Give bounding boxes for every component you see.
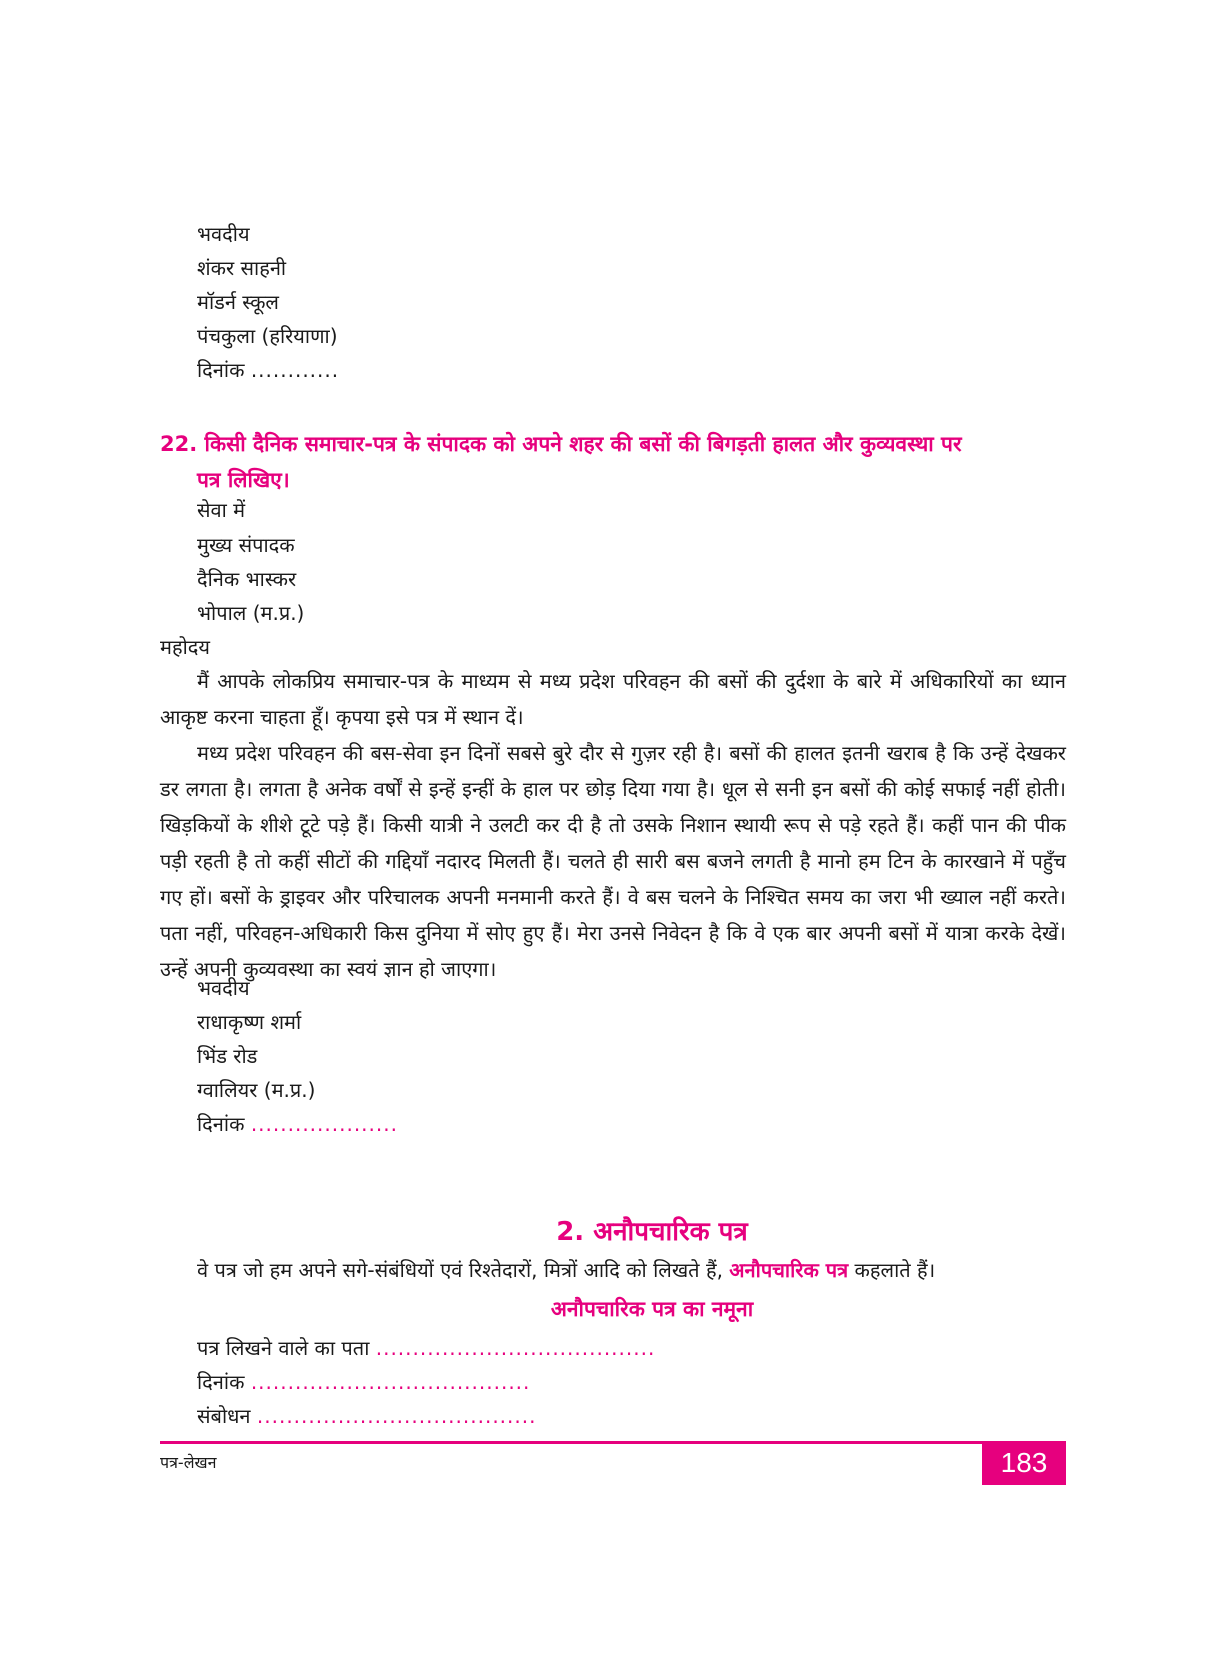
question-line-2: पत्र लिखिए। bbox=[197, 468, 290, 492]
question-number: 22. bbox=[160, 432, 198, 456]
letter-paragraph-1: मैं आपके लोकप्रिय समाचार-पत्र के माध्यम से मध्य प्रदेश परिवहन की बसों की दुर्दशा के बारे में अधिकारियों का ध्यान आकृष्ट करना चाहता हूँ। कृपया इसे पत्र में स्थान दें। bbox=[160, 669, 1066, 729]
question-line-1: किसी दैनिक समाचार-पत्र के संपादक को अपने शहर की बसों की बिगड़ती हालत और कुव्यवस्था पर bbox=[204, 432, 962, 456]
prev-date-line bbox=[197, 358, 339, 382]
sample-title bbox=[0, 1296, 1224, 1322]
field-address-dots: ...................................... bbox=[375, 1336, 656, 1360]
letter-newspaper: दैनिक भास्कर bbox=[197, 567, 297, 591]
field-date-dots: ...................................... bbox=[250, 1370, 531, 1394]
letter-date-dots: .................... bbox=[250, 1112, 398, 1136]
letter-date-line bbox=[197, 1112, 398, 1136]
sample-field-salutation bbox=[197, 1404, 536, 1428]
intro-highlight: अनौपचारिक पत्र bbox=[729, 1258, 849, 1282]
sample-field-date bbox=[197, 1370, 530, 1394]
letter-sign-off: भवदीय bbox=[197, 976, 250, 1000]
letter-sender-name: राधाकृष्ण शर्मा bbox=[197, 1010, 302, 1034]
section-intro bbox=[197, 1258, 935, 1282]
field-date-label: दिनांक bbox=[197, 1370, 245, 1394]
field-salutation-dots: ...................................... bbox=[256, 1404, 537, 1428]
letter-sender-address: भिंड रोड bbox=[197, 1044, 258, 1068]
letter-recipient: मुख्य संपादक bbox=[197, 533, 295, 557]
section-title-text: 2. अनौपचारिक पत्र bbox=[556, 1217, 748, 1247]
letter-date-label: दिनांक bbox=[197, 1112, 245, 1136]
letter-salutation: महोदय bbox=[160, 635, 210, 659]
page-number-badge: 183 bbox=[982, 1441, 1066, 1485]
field-address-label: पत्र लिखने वाले का पता bbox=[197, 1336, 370, 1360]
letter-recipient-city: भोपाल (म.प्र.) bbox=[197, 601, 305, 625]
prev-date-label: दिनांक bbox=[197, 358, 245, 382]
prev-sign-off: भवदीय bbox=[197, 222, 250, 246]
intro-text-after: कहलाते हैं। bbox=[854, 1258, 936, 1282]
letter-sender-city: ग्वालियर (म.प्र.) bbox=[197, 1078, 316, 1102]
prev-sender-city: पंचकुला (हरियाणा) bbox=[197, 324, 338, 348]
field-salutation-label: संबोधन bbox=[197, 1404, 251, 1428]
prev-sender-name: शंकर साहनी bbox=[197, 256, 287, 280]
footer-divider bbox=[160, 1441, 1066, 1444]
prev-date-dots: ............ bbox=[250, 358, 340, 382]
letter-to: सेवा में bbox=[197, 498, 246, 522]
sample-title-text: अनौपचारिक पत्र का नमूना bbox=[550, 1297, 754, 1321]
intro-text-before: वे पत्र जो हम अपने सगे-संबंधियों एवं रिश्तेदारों, मित्रों आदि को लिखते हैं, bbox=[197, 1258, 723, 1282]
question-22-heading bbox=[160, 426, 1066, 498]
footer-chapter-label: पत्र-लेखन bbox=[160, 1453, 217, 1472]
letter-paragraph-2: मध्य प्रदेश परिवहन की बस-सेवा इन दिनों सबसे बुरे दौर से गुज़र रही है। बसों की हालत इतनी खराब है कि उन्हें देखकर डर लगता है। लगता है अनेक वर्षों से इन्हें इन्हीं के हाल पर छोड़ दिया गया है। धूल से सनी इन बसों की कोई सफाई नहीं होती। खिड़कियों के शीशे टूटे पड़े हैं। किसी यात्री ने उलटी कर दी है तो उसके निशान स्थायी रूप से पड़े रहते हैं। कहीं पान की पीक पड़ी रहती है तो कहीं सीटों की गद्दियाँ नदारद मिलती हैं। चलते ही सारी बस बजने लगती है मानो हम टिन के कारखाने में पहुँच गए हों। बसों के ड्राइवर और परिचालक अपनी मनमानी करते हैं। वे बस चलने के निश्चित समय का जरा भी ख्याल नहीं करते। पता नहीं, परिवहन-अधिकारी किस दुनिया में सोए हुए हैं। मेरा उनसे निवेदन है कि वे एक बार अपनी बसों में यात्रा करके देखें। उन्हें अपनी कुव्यवस्था का स्वयं ज्ञान हो जाएगा। bbox=[160, 741, 1066, 981]
prev-sender-school: मॉडर्न स्कूल bbox=[197, 290, 279, 314]
section-title bbox=[0, 1216, 1224, 1248]
sample-field-address bbox=[197, 1336, 655, 1360]
